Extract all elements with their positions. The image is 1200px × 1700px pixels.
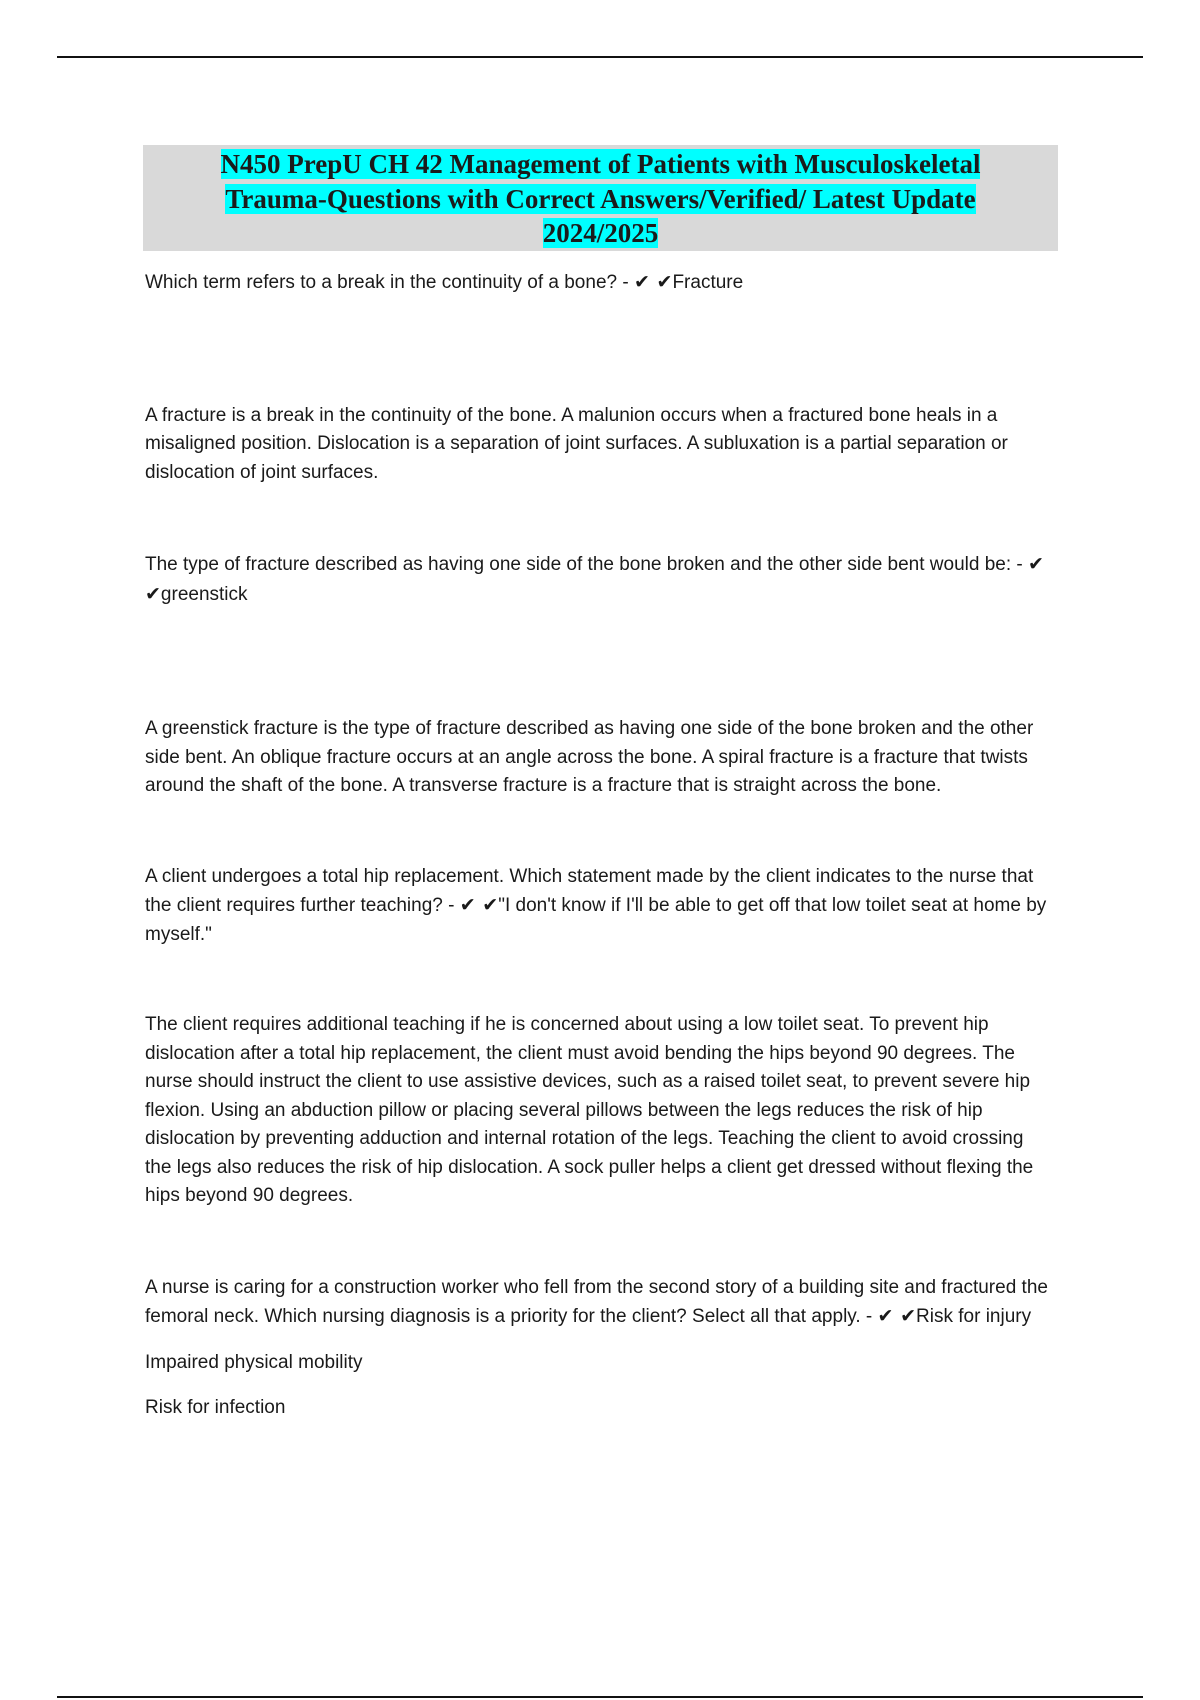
top-rule xyxy=(57,56,1143,58)
answer-option: Risk for infection xyxy=(145,1397,286,1418)
bottom-rule xyxy=(57,1696,1143,1698)
answer-text: "I don't know if I'll be able to get off that low toilet seat at home by myself." xyxy=(145,895,1047,945)
document-title xyxy=(143,145,1058,251)
question-2 xyxy=(145,550,1055,609)
answer-text: Risk for injury xyxy=(916,1306,1032,1327)
answer-text: Fracture xyxy=(672,272,744,293)
question-text: A nurse is caring for a construction worker who fell from the second story of a building site and fractured the femoral neck. Which nursing diagnosis is a priority for the client? Select all that apply. - xyxy=(145,1276,1048,1327)
explanation-3: The client requires additional teaching if he is concerned about using a low toilet seat. To prevent hip dislocation after a total hip replacement, the client must avoid bending the hips beyond 90 degrees. The nurse should instruct the client to use assistive devices, such as a raised toilet seat, to prevent severe hip flexion. Using an abduction pillow or placing several pillows between the legs reduces the risk of hip dislocation by preventing adduction and internal rotation of the legs. Teaching the client to avoid crossing the legs also reduces the risk of hip dislocation. A sock puller helps a client get dressed without flexing the hips beyond 90 degrees. xyxy=(145,1014,1034,1206)
question-text: The type of fracture described as having one side of the bone broken and the other side bent would be: - xyxy=(145,554,1023,575)
double-check-icon: ✔ ✔ xyxy=(145,553,1044,605)
double-check-icon: ✔ ✔ xyxy=(459,894,499,916)
title-line: Trauma-Questions with Correct Answers/Verified/ Latest Update xyxy=(225,183,976,214)
document-body xyxy=(145,268,1055,1423)
double-check-icon: ✔ ✔ xyxy=(633,271,673,293)
question-4 xyxy=(145,1274,1055,1332)
question-text: A client undergoes a total hip replacement. Which statement made by the client indicates to the nurse that the client requires further teaching? - xyxy=(145,865,1034,916)
double-check-icon: ✔ ✔ xyxy=(877,1305,917,1327)
title-line: N450 PrepU CH 42 Management of Patients with Musculoskeletal xyxy=(220,149,981,179)
question-1 xyxy=(145,268,1055,298)
question-3 xyxy=(145,863,1055,950)
title-line: 2024/2025 xyxy=(542,218,659,248)
explanation-1: A fracture is a break in the continuity of the bone. A malunion occurs when a fractured bone heals in a misaligned position. Dislocation is a separation of joint surfaces. A subluxation is a partial separation or dislocation of joint surfaces. xyxy=(145,404,1008,483)
explanation-2: A greenstick fracture is the type of fracture described as having one side of the bone broken and the other side bent. An oblique fracture occurs at an angle across the bone. A spiral fracture is a fracture that twists around the shaft of the bone. A transverse fracture is a fracture that is straight across the bone. xyxy=(145,718,1034,796)
title-banner xyxy=(143,145,1058,251)
answer-text: greenstick xyxy=(160,583,248,605)
answer-option: Impaired physical mobility xyxy=(145,1351,363,1373)
question-text: Which term refers to a break in the continuity of a bone? - xyxy=(145,272,629,293)
